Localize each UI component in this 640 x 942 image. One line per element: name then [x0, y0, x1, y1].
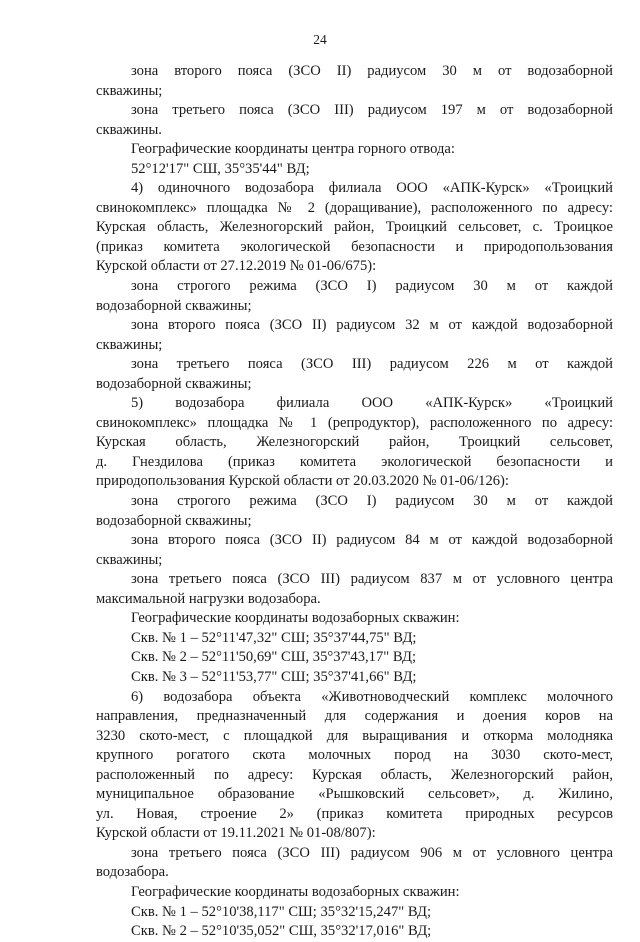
text-line: зона строгого режима (ЗСО I) радиусом 30 м от каждой — [131, 278, 613, 295]
text-line: Скв. № 2 – 52°10'35,052" СШ, 35°32'17,016" ВД; — [131, 923, 432, 940]
text-line: максимальной нагрузки водозабора. — [96, 590, 321, 607]
text-line: водозаборной скважины; — [96, 375, 252, 392]
text-line: 5) водозабора филиала ООО «АПК-Курск» «Троицкий — [131, 395, 613, 412]
text-line: Курской области от 19.11.2021 № 01-08/807): — [96, 825, 376, 842]
text-line: Курская область, Железногорский район, Троицкий сельсовет, с. Троицкое — [96, 219, 613, 236]
text-line: скважины; — [96, 336, 163, 353]
text-line: водозаборной скважины; — [96, 512, 252, 529]
text-line: (приказ комитета экологической безопасности и природопользования — [96, 238, 613, 255]
text-line: зона второго пояса (ЗСО II) радиусом 30 м от водозаборной — [131, 63, 613, 79]
text-line: свинокомплекс» площадка № 1 (репродуктор), расположенного по адресу: — [96, 414, 613, 431]
text-line: Скв. № 3 – 52°11'53,77" СШ; 35°37'41,66" ВД; — [131, 668, 417, 685]
text-line: Скв. № 1 – 52°11'47,32" СШ; 35°37'44,75" ВД; — [131, 629, 417, 646]
text-line: зона третьего пояса (ЗСО III) радиусом 226 м от каждой — [131, 356, 613, 373]
text-line: направления, предназначенный для содержания и доения коров на — [96, 708, 613, 725]
text-line: 4) одиночного водозабора филиала ООО «АПК-Курск» «Троицкий — [131, 180, 613, 197]
text-line: расположенный по адресу: Курская область, Железногорский район, — [96, 766, 613, 783]
text-line: зона строгого режима (ЗСО I) радиусом 30 м от каждой — [131, 493, 613, 510]
text-line: водозабора. — [96, 864, 169, 881]
text-line: зона второго пояса (ЗСО II) радиусом 84 м от каждой водозаборной — [131, 532, 613, 549]
text-line: Географические координаты водозаборных скважин: — [131, 883, 460, 900]
text-line: 3230 ското-мест, с площадкой для выращивания и откорма молодняка — [96, 727, 613, 744]
text-line: зона второго пояса (ЗСО II) радиусом 32 м от каждой водозаборной — [131, 317, 613, 334]
text-line: зона третьего пояса (ЗСО III) радиусом 906 м от условного центра — [131, 844, 613, 861]
text-line: 6) водозабора объекта «Животноводческий комплекс молочного — [131, 688, 613, 705]
text-line: Географические координаты водозаборных скважин: — [131, 610, 460, 627]
text-line: Географические координаты центра горного отвода: — [131, 141, 455, 158]
text-line: скважины; — [96, 82, 163, 99]
text-line: Курской области от 27.12.2019 № 01-06/675): — [96, 258, 377, 275]
page-number: 24 — [313, 32, 327, 47]
text-line: водозаборной скважины; — [96, 297, 252, 314]
text-line: Скв. № 1 – 52°10'38,117" СШ; 35°32'15,247" ВД; — [131, 903, 432, 920]
text-line: муниципальное образование «Рышковский сельсовет», д. Жилино, — [96, 786, 613, 803]
text-line: ул. Новая, строение 2» (приказ комитета природных ресурсов — [96, 805, 613, 822]
text-line: 52°12'17" СШ, 35°35'44" ВД; — [131, 160, 310, 177]
text-line: Курская область, Железногорский район, Троицкий сельсовет, — [96, 434, 613, 451]
text-line: зона третьего пояса (ЗСО III) радиусом 837 м от условного центра — [131, 571, 613, 588]
text-line: зона третьего пояса (ЗСО III) радиусом 197 м от водозаборной — [131, 102, 613, 119]
document-body — [96, 62, 613, 942]
text-line: Скв. № 2 – 52°11'50,69" СШ, 35°37'43,17" ВД; — [131, 649, 417, 666]
text-line: крупного рогатого скота молочных пород на 3030 ското-мест, — [96, 747, 613, 764]
text-line: д. Гнездилова (приказ комитета экологической безопасности и — [96, 453, 613, 470]
text-line: скважины. — [96, 121, 162, 138]
text-line: свинокомплекс» площадка № 2 (доращивание), расположенного по адресу: — [96, 199, 613, 216]
text-line: скважины; — [96, 551, 163, 568]
text-line: природопользования Курской области от 20.03.2020 № 01-06/126): — [96, 473, 509, 490]
